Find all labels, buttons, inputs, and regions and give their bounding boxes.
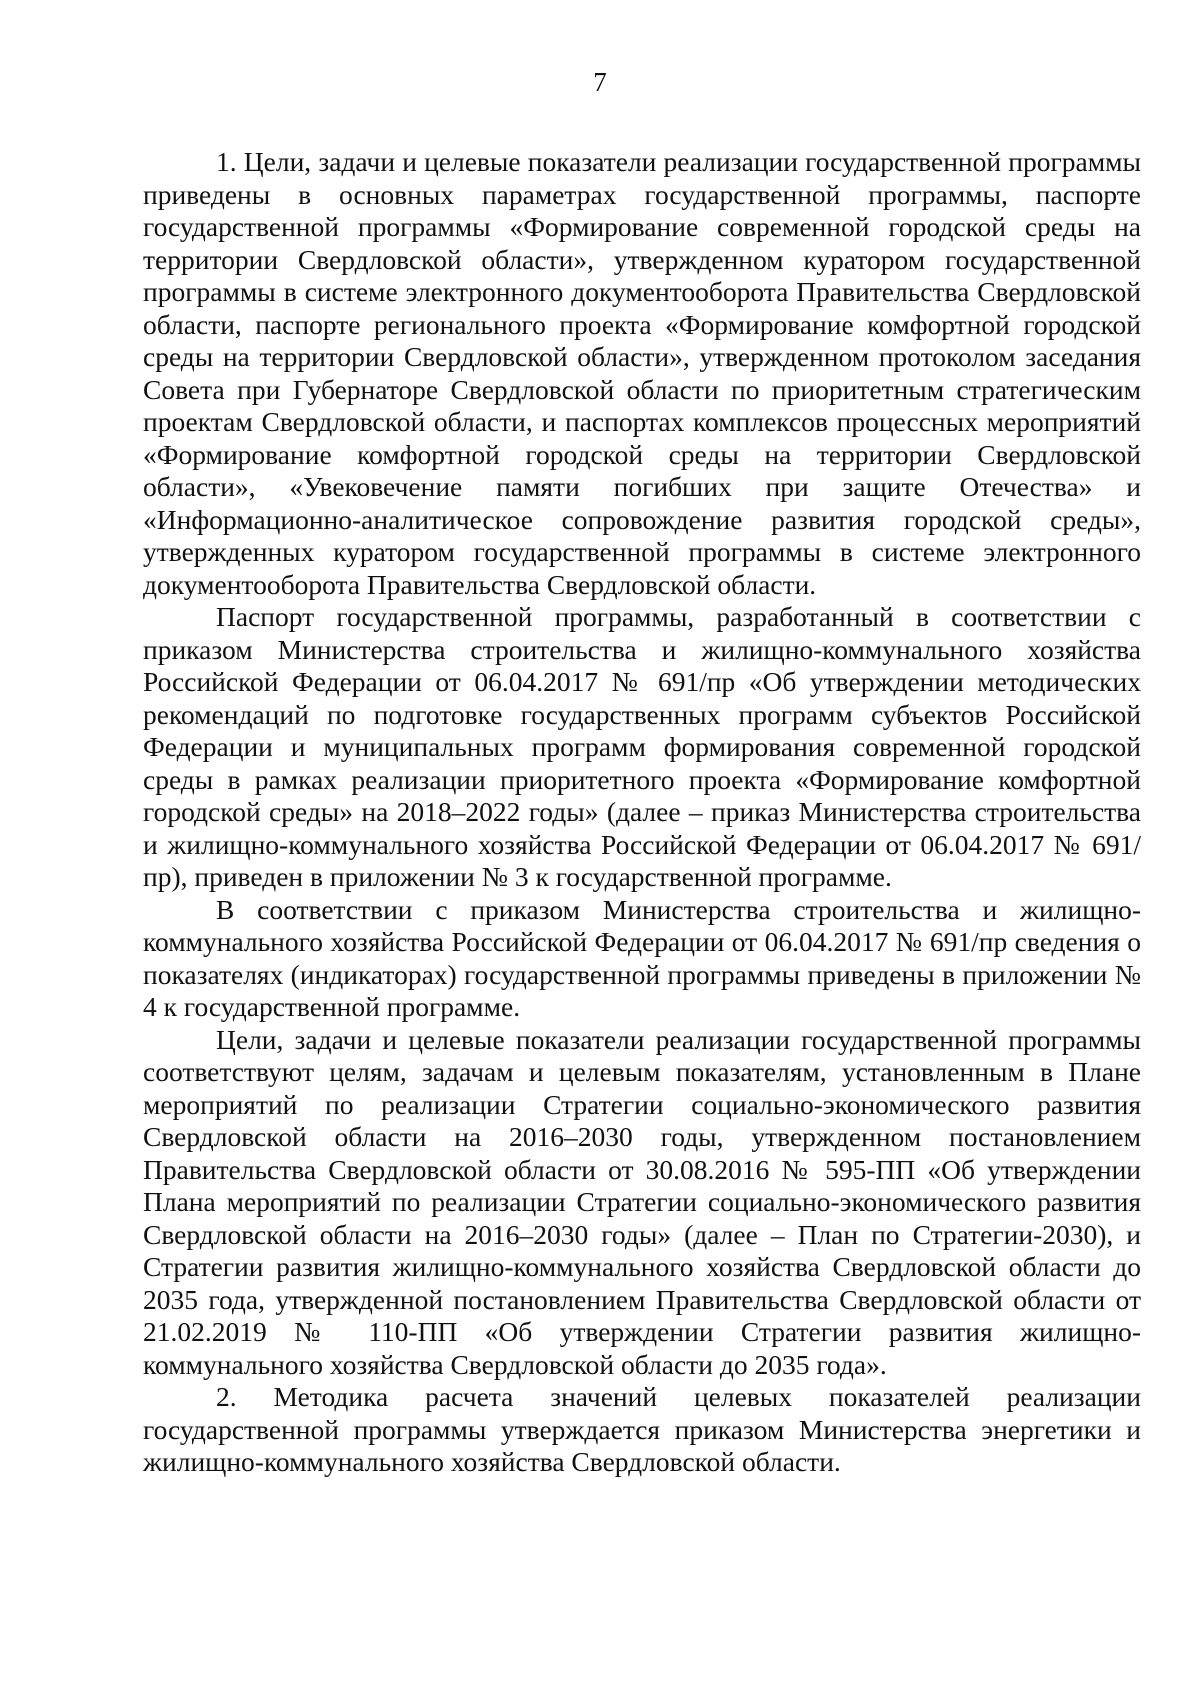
paragraph-program-passport: Паспорт государственной программы, разработанный в соответствии с приказом Министерства строительства и жилищно-коммунального хозяйства Российской Федерации от 06.04.2017 № 691/пр «Об утверждении методических рекомендаций по подготовке государственных программ субъектов Российской Федерации и муниципальных программ формирования современной городской среды в рамках реализации приоритетного проекта «Формирование комфортной городской среды» на 2018–2022 годы» (далее – приказ Министерства строительства и жилищно-коммунального хозяйства Российской Федерации от 06.04.2017 № 691/пр), приведен в приложении № 3 к государственной программе. bbox=[143, 601, 1141, 892]
paragraph-indicators-information: В соответствии с приказом Министерства строительства и жилищно-коммунального хозяйства Российской Федерации от 06.04.2017 № 691/пр сведения о показателях (индикаторах) государственной программы приведены в приложении № 4 к государственной программе. bbox=[143, 893, 1141, 1022]
paragraph-strategy-alignment: Цели, задачи и целевые показатели реализации государственной программы соответствуют целям, задачам и целевым показателям, установленным в Плане мероприятий по реализации Стратегии социально-экономического развития Свердловской области на 2016–2030 годы, утвержденном постановлением Правительства Свердловской области от 30.08.2016 № 595-ПП «Об утверждении Плана мероприятий по реализации Стратегии социально-экономического развития Свердловской области на 2016–2030 годы» (далее – План по Стратегии-2030), и Стратегии развития жилищно-коммунального хозяйства Свердловской области до 2035 года, утвержденной постановлением Правительства Свердловской области от 21.02.2019 № 110-ПП «Об утверждении Стратегии развития жилищно-коммунального хозяйства Свердловской области до 2035 года». bbox=[143, 1023, 1141, 1380]
page-number: 7 bbox=[593, 67, 607, 97]
paragraph-goals-and-indicators: 1. Цели, задачи и целевые показатели реализации государственной программы приведены в основных параметрах государственной программы, паспорте государственной программы «Формирование современной городской среды на территории Свердловской области», утвержденном куратором государственной программы в системе электронного документооборота Правительства Свердловской области, паспорте регионального проекта «Формирование комфортной городской среды на территории Свердловской области», утвержденном протоколом заседания Совета при Губернаторе Свердловской области по приоритетным стратегическим проектам Свердловской области, и паспортах комплексов процессных мероприятий «Формирование комфортной городской среды на территории Свердловской области», «Увековечение памяти погибших при защите Отечества» и «Информационно-аналитическое сопровождение развития городской среды», утвержденных куратором государственной программы в системе электронного документооборота Правительства Свердловской области. bbox=[143, 146, 1141, 600]
paragraph-calculation-methodology: 2. Методика расчета значений целевых показателей реализации государственной программы утверждается приказом Министерства энергетики и жилищно-коммунального хозяйства Свердловской области. bbox=[143, 1381, 1141, 1477]
document-body bbox=[143, 146, 1141, 1479]
